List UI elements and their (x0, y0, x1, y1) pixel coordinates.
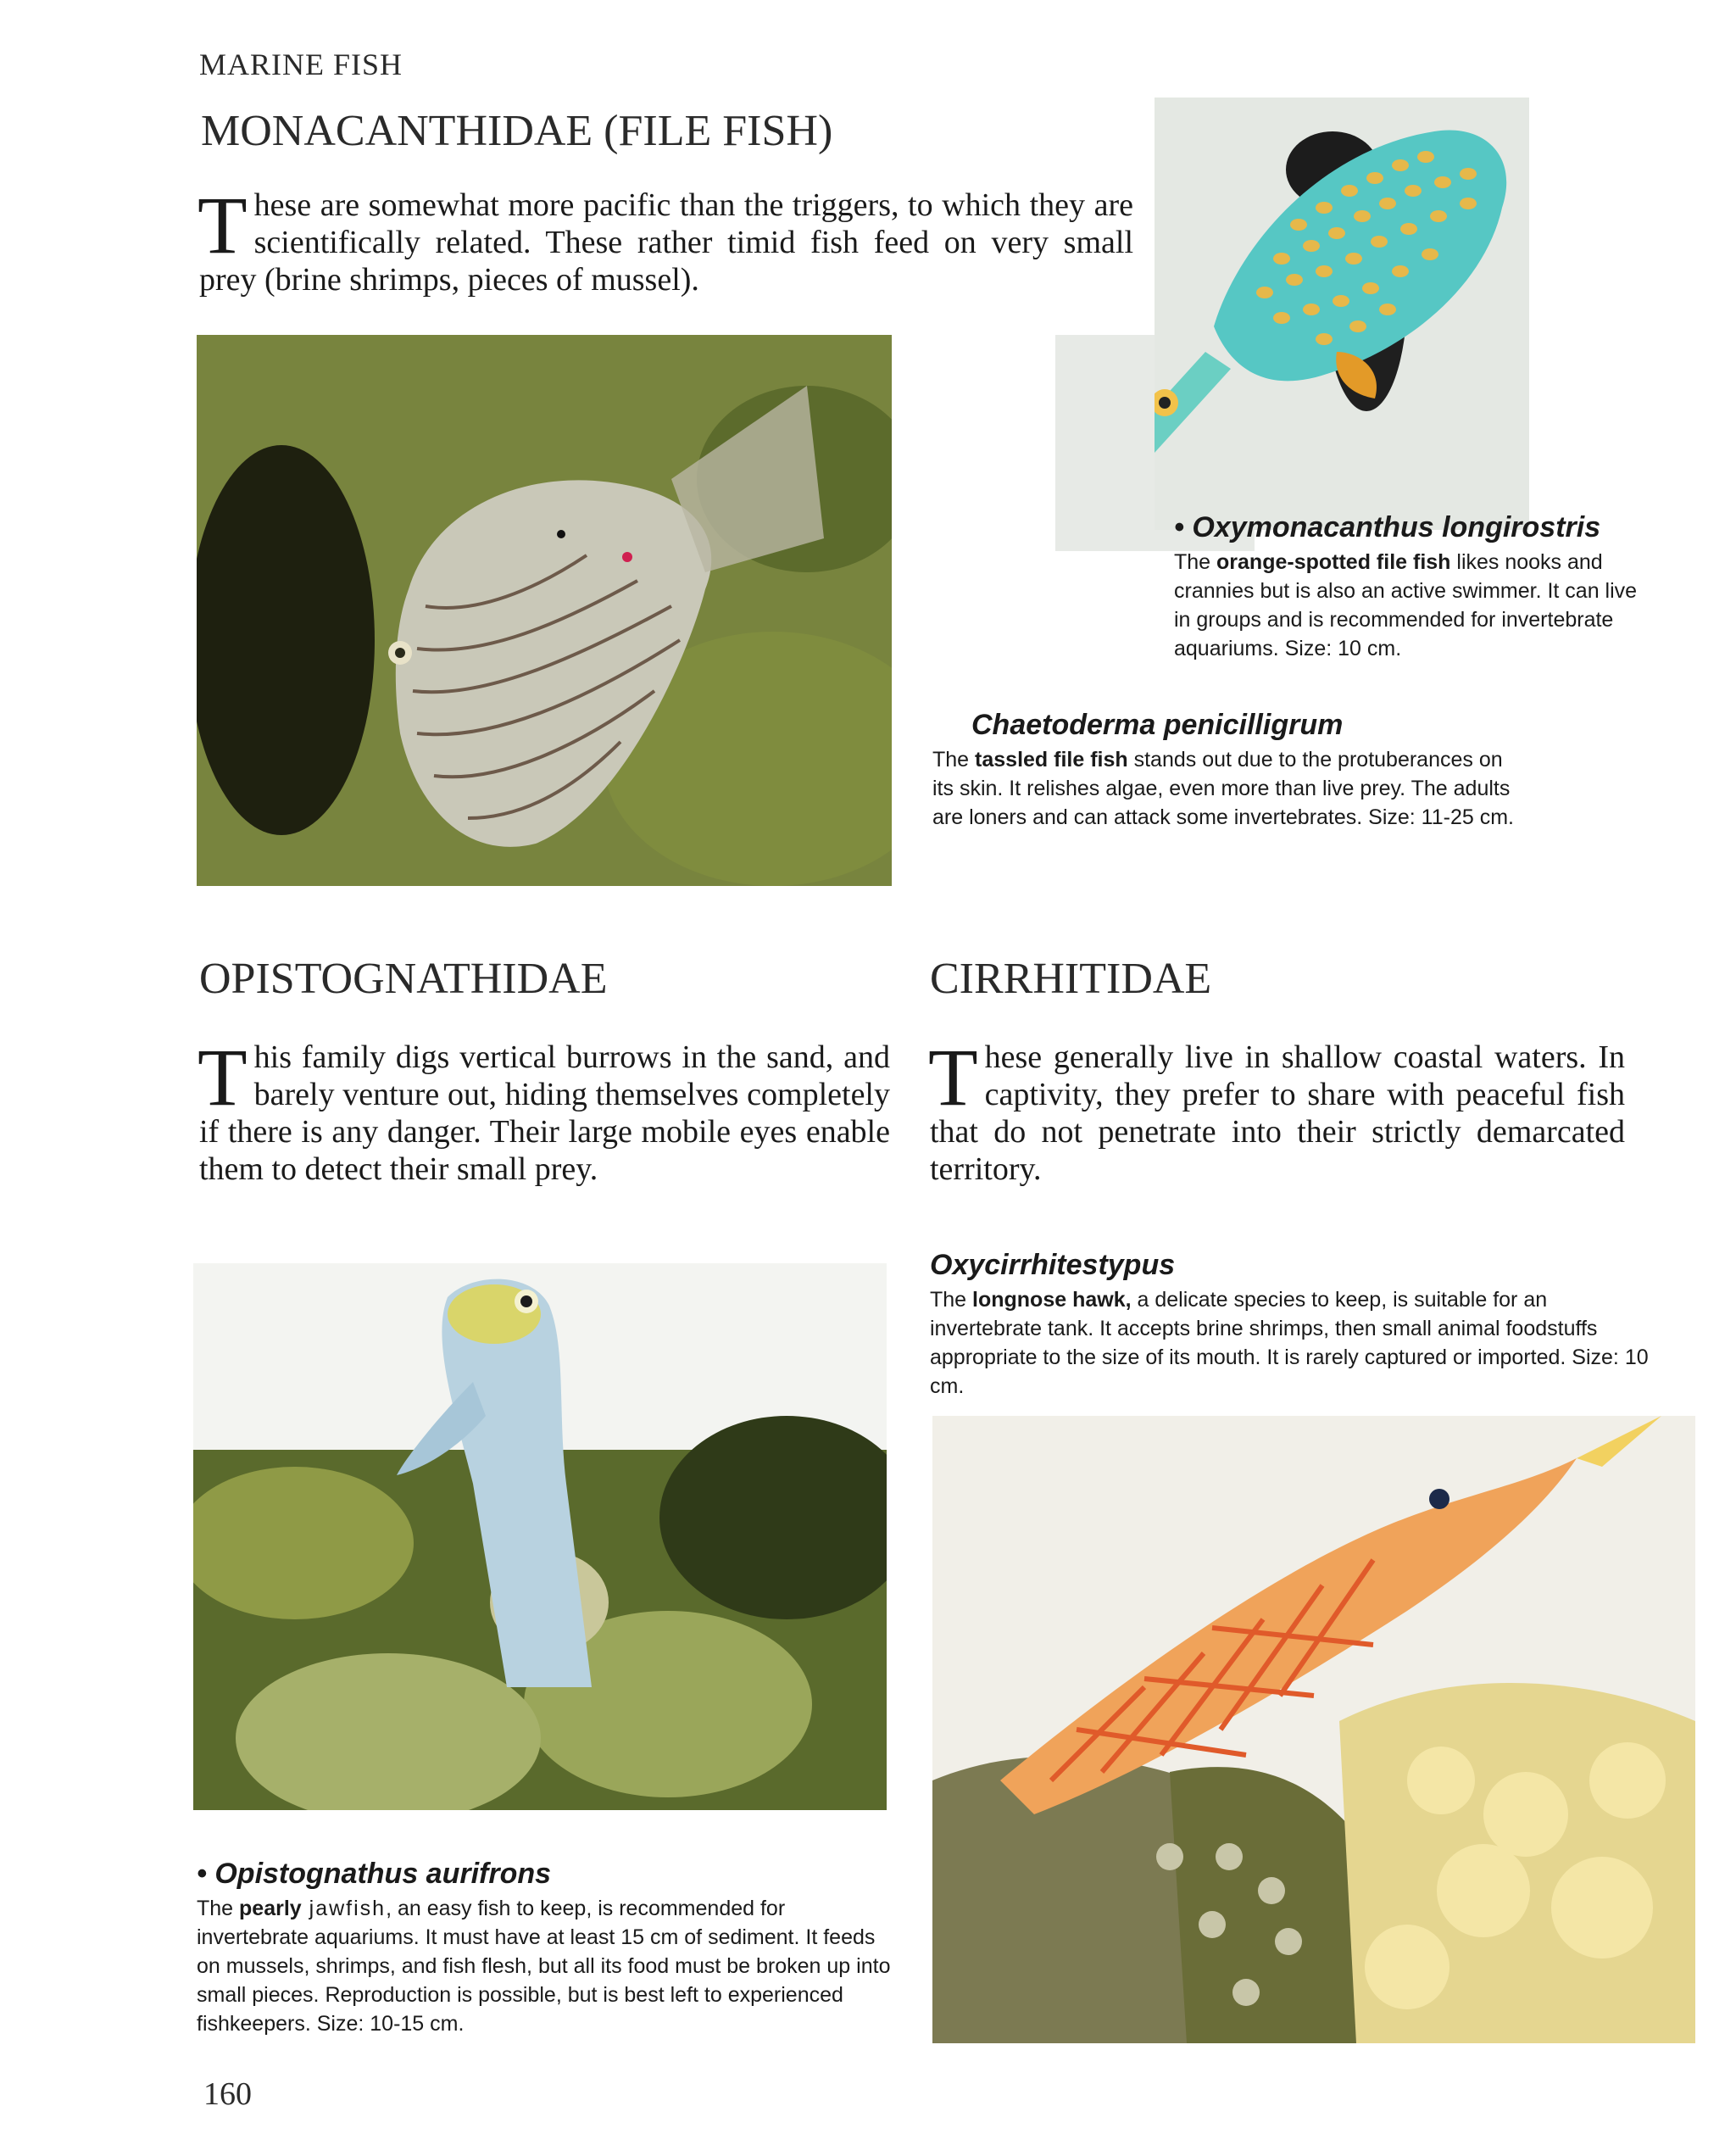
caption-chaetoderma (932, 708, 1526, 832)
caption-oxymonacanthus (1174, 510, 1649, 663)
page-number: 160 (203, 2076, 252, 2112)
intro-cirrhitidae (928, 1032, 1625, 1188)
common-name: tassled file fish (975, 748, 1128, 772)
heading-monacanthidae: MONACANTHIDAE (FILE FISH) (201, 107, 833, 155)
heading-cirrhitidae: CIRRHITIDAE (930, 955, 1212, 1003)
longnose-hawkfish-photo (932, 1416, 1695, 2043)
caption-title: Chaetoderma penicilligrum (971, 709, 1344, 741)
section-kicker: MARINE FISH (199, 47, 403, 81)
caption-body: The orange-spotted file fish likes nooks and crannies but is also an active swimmer. It can live in groups and is recommended for invertebrate aquariums. Size: 10 cm. (1174, 550, 1638, 660)
common-name: longnose hawk, (972, 1288, 1132, 1312)
jawfish-photo (193, 1263, 887, 1810)
tassled-filefish-photo (197, 335, 892, 886)
caption-title: • Oxymonacanthus longirostris (1174, 511, 1601, 543)
common-name: orange-spotted file fish (1216, 550, 1451, 574)
intro-text: hese generally live in shallow coastal waters. In captivity, they prefer to share with peaceful fish that do not penetrate into their strictly demarcated territory. (930, 1039, 1625, 1187)
common-name: pearly (239, 1897, 302, 1920)
common-name-spaced: jawfish (301, 1897, 387, 1920)
caption-title: • Opistognathus aurifrons (197, 1858, 552, 1890)
dropcap: T (928, 1032, 978, 1123)
dropcap: T (198, 1032, 248, 1123)
intro-monacanthidae (198, 180, 1133, 298)
dropcap: T (198, 180, 248, 270)
heading-opistognathidae: OPISTOGNATHIDAE (199, 955, 608, 1003)
caption-oxycirrhites (930, 1248, 1650, 1401)
intro-text: his family digs vertical burrows in the sand, and barely venture out, hiding themselves completely if there is any danger. Their large mobile eyes enable them to detect their small prey. (199, 1039, 890, 1187)
intro-opistognathidae (198, 1032, 890, 1188)
caption-body: The pearly jawfish, an easy fish to keep, is recommended for invertebrate aquariums. It must have at least 15 cm of sediment. It feeds on mussels, shrimps, and fish flesh, but all its food must be broken up into small pieces. Reproduction is possible, but is best left to experienced fishkeepers. Size: 10-15 cm. (197, 1897, 891, 2036)
intro-text: hese are somewhat more pacific than the triggers, to which they are scientifically related. These rather timid fish feed on very small prey (brine shrimps, pieces of mussel). (199, 187, 1133, 298)
caption-opistognathus (197, 1857, 900, 2038)
harlequin-filefish-photo (1155, 98, 1529, 530)
caption-title: Oxycirrhitestypus (930, 1249, 1176, 1281)
caption-body: The longnose hawk, a delicate species to keep, is suitable for an invertebrate tank. It accepts brine shrimps, then small animal foodstuffs appropriate to the size of its mouth. It is rarely captured or imported. Size: 10 cm. (930, 1288, 1649, 1398)
caption-body: The tassled file fish stands out due to the protuberances on its skin. It relishes algae, even more than live prey. The adults are loners and can attack some invertebrates. Size: 11-25 cm. (932, 748, 1514, 829)
